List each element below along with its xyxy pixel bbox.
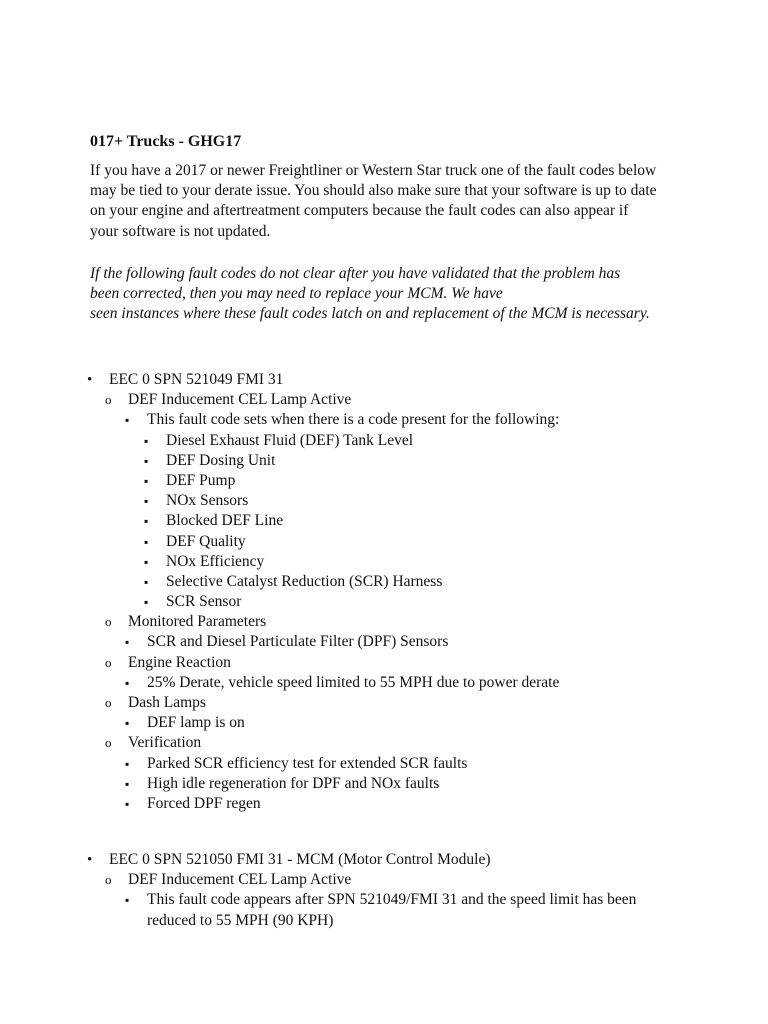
list-item — [0, 552, 768, 572]
fault-code-list-1 — [0, 370, 768, 814]
item-text: 25% Derate, vehicle speed limited to 55 MPH due to power derate — [147, 673, 560, 691]
bullet-circle: o — [105, 695, 112, 710]
item-text: DEF Pump — [166, 471, 236, 489]
bullet-square: ▪ — [144, 453, 149, 468]
list-item — [0, 491, 768, 511]
item-text: Dash Lamps — [128, 694, 206, 711]
item-text: Monitored Parameters — [128, 613, 267, 631]
bullet-circle: o — [105, 392, 112, 408]
bullet-square: ▪ — [125, 796, 130, 811]
item-text: DEF Inducement CEL Lamp Active — [128, 871, 352, 889]
bullet-square: ▪ — [144, 534, 149, 549]
bullet-disc: • — [87, 372, 93, 388]
bullet-square: ▪ — [125, 893, 130, 908]
list-item — [0, 713, 768, 733]
bullet-square: ▪ — [125, 776, 130, 791]
fault-code-item — [0, 370, 768, 390]
list-item — [0, 870, 768, 890]
item-text: This fault code appears after SPN 521049/FMI 31 and the speed limit has been reduced to 55 MPH (90 KPH) — [147, 891, 637, 929]
item-text: DEF Inducement CEL Lamp Active — [128, 391, 352, 409]
bullet-circle: o — [105, 654, 112, 670]
bullet-square: ▪ — [144, 514, 149, 529]
item-text: SCR and Diesel Particulate Filter (DPF) Sensors — [147, 633, 449, 651]
fault-code-label: EEC 0 SPN 521049 FMI 31 — [109, 371, 284, 388]
bullet-square: ▪ — [125, 635, 130, 650]
list-item — [0, 612, 768, 632]
list-item — [0, 774, 768, 794]
list-item — [0, 390, 768, 410]
bullet-square: ▪ — [144, 595, 149, 610]
note-line-2: been corrected, then you may need to replace your MCM. We have — [90, 285, 503, 303]
intro-paragraph: If you have a 2017 or newer Freightliner or Western Star truck one of the fault codes below may be tied to your derate issue. You should also make sure that your software is up to date on your engine and aftertreatment computers because the fault codes can also appear if your software is not updated. — [90, 162, 657, 240]
bullet-square: ▪ — [125, 756, 130, 771]
list-item — [0, 592, 768, 612]
list-item — [0, 794, 768, 814]
italic-note — [90, 264, 660, 325]
note-line-3: seen instances where these fault codes latch on and replacement of the MCM is necessary. — [90, 305, 650, 323]
bullet-circle: o — [105, 872, 112, 888]
section-heading: 017+ Trucks - GHG17 — [90, 133, 242, 150]
item-text: DEF lamp is on — [147, 714, 245, 732]
list-item — [0, 754, 768, 774]
bullet-square: ▪ — [144, 574, 149, 589]
item-text: DEF Dosing Unit — [166, 451, 276, 469]
list-item — [0, 653, 768, 673]
bullet-square: ▪ — [144, 554, 149, 569]
list-item — [0, 632, 768, 652]
bullet-circle: o — [105, 735, 112, 751]
bullet-square: ▪ — [125, 413, 130, 428]
item-text: NOx Efficiency — [166, 552, 265, 570]
item-text: DEF Quality — [166, 532, 246, 550]
bullet-square: ▪ — [144, 494, 149, 509]
list-item — [0, 410, 768, 430]
item-text: Forced DPF regen — [147, 794, 261, 812]
list-item — [0, 511, 768, 531]
note-line-1: If the following fault codes do not clear after you have validated that the problem has — [90, 265, 621, 282]
list-item — [0, 572, 768, 592]
list-item — [0, 471, 768, 491]
item-text: Engine Reaction — [128, 653, 231, 671]
list-item — [0, 890, 768, 930]
item-text: Diesel Exhaust Fluid (DEF) Tank Level — [166, 431, 414, 449]
item-text: High idle regeneration for DPF and NOx faults — [147, 774, 440, 792]
list-item — [0, 532, 768, 552]
item-text: Selective Catalyst Reduction (SCR) Harness — [166, 572, 443, 590]
list-item — [0, 673, 768, 693]
fault-code-list-2 — [0, 850, 768, 931]
item-text: This fault code sets when there is a code present for the following: — [147, 411, 560, 429]
item-text: NOx Sensors — [166, 492, 249, 510]
bullet-square: ▪ — [125, 675, 130, 690]
list-item — [0, 431, 768, 451]
item-text: Verification — [128, 734, 202, 752]
list-item — [0, 451, 768, 471]
bullet-square: ▪ — [125, 716, 130, 731]
list-item — [0, 733, 768, 753]
fault-code-item — [0, 850, 768, 870]
bullet-square: ▪ — [144, 433, 149, 448]
item-text: Parked SCR efficiency test for extended SCR faults — [147, 754, 468, 772]
fault-code-label: EEC 0 SPN 521050 FMI 31 - MCM (Motor Control Module) — [109, 851, 491, 868]
bullet-circle: o — [105, 614, 112, 630]
item-text: Blocked DEF Line — [166, 512, 284, 530]
list-item — [0, 693, 768, 713]
bullet-disc: • — [87, 852, 93, 868]
item-text: SCR Sensor — [166, 593, 242, 611]
bullet-square: ▪ — [144, 473, 149, 488]
